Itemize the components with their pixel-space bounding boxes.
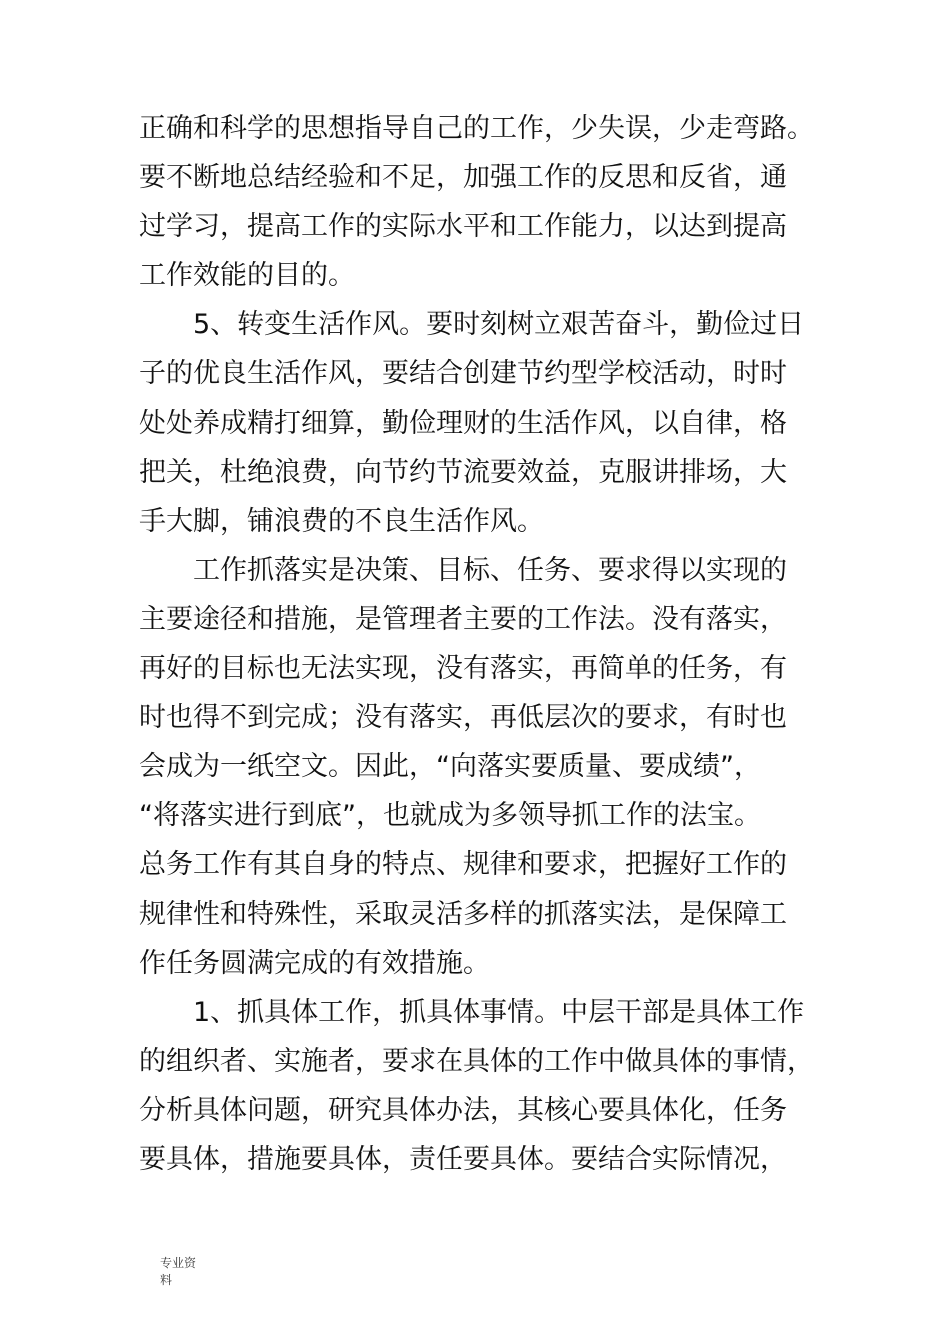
text-line-10: 工作抓落实是决策、目标、任务、要求得以实现的 xyxy=(139,554,787,586)
text-line-16: 总务工作有其自身的特点、规律和要求，把握好工作的 xyxy=(139,849,787,881)
text-line-13: 时也得不到完成；没有落实，再低层次的要求，有时也 xyxy=(139,702,787,734)
body-text xyxy=(139,104,839,1184)
text-line-3: 过学习，提高工作的实际水平和工作能力，以达到提高 xyxy=(139,211,787,243)
text-line-21: 分析具体问题，研究具体办法，其核心要具体化，任务 xyxy=(139,1094,787,1126)
text-line-20: 的组织者、实施者，要求在具体的工作中做具体的事情， xyxy=(139,1045,814,1077)
page-footer xyxy=(160,1255,220,1289)
text-line-22: 要具体，措施要具体，责任要具体。要结合实际情况， xyxy=(139,1143,787,1175)
footer-line-2: 料 xyxy=(160,1273,173,1287)
text-line-14: 会成为一纸空文。因此，“向落实要质量、要成绩”， xyxy=(139,751,761,783)
text-line-8: 把关，杜绝浪费，向节约节流要效益，克服讲排场，大 xyxy=(139,456,787,488)
text-line-11: 主要途径和措施，是管理者主要的工作法。没有落实， xyxy=(139,603,787,635)
text-line-9: 手大脚，铺浪费的不良生活作风。 xyxy=(139,505,544,537)
text-line-19: 1、抓具体工作，抓具体事情。中层干部是具体工作 xyxy=(139,996,805,1028)
text-line-7: 处处养成精打细算，勤俭理财的生活作风，以自律，格 xyxy=(139,407,787,439)
text-line-2: 要不断地总结经验和不足，加强工作的反思和反省，通 xyxy=(139,162,787,194)
text-line-5: 5、转变生活作风。要时刻树立艰苦奋斗，勤俭过日 xyxy=(139,309,805,341)
text-line-12: 再好的目标也无法实现，没有落实，再简单的任务，有 xyxy=(139,653,787,685)
text-line-1: 正确和科学的思想指导自己的工作，少失误，少走弯路。 xyxy=(139,113,814,144)
text-line-6: 子的优良生活作风，要结合创建节约型学校活动，时时 xyxy=(139,358,787,390)
text-line-4: 工作效能的目的。 xyxy=(139,260,355,292)
footer-line-1: 专业资 xyxy=(160,1256,197,1270)
text-line-18: 作任务圆满完成的有效措施。 xyxy=(139,947,490,979)
text-line-15: “将落实进行到底”，也就成为多领导抓工作的法宝。 xyxy=(139,800,761,832)
text-line-17: 规律性和特殊性，采取灵活多样的抓落实法，是保障工 xyxy=(139,898,787,930)
